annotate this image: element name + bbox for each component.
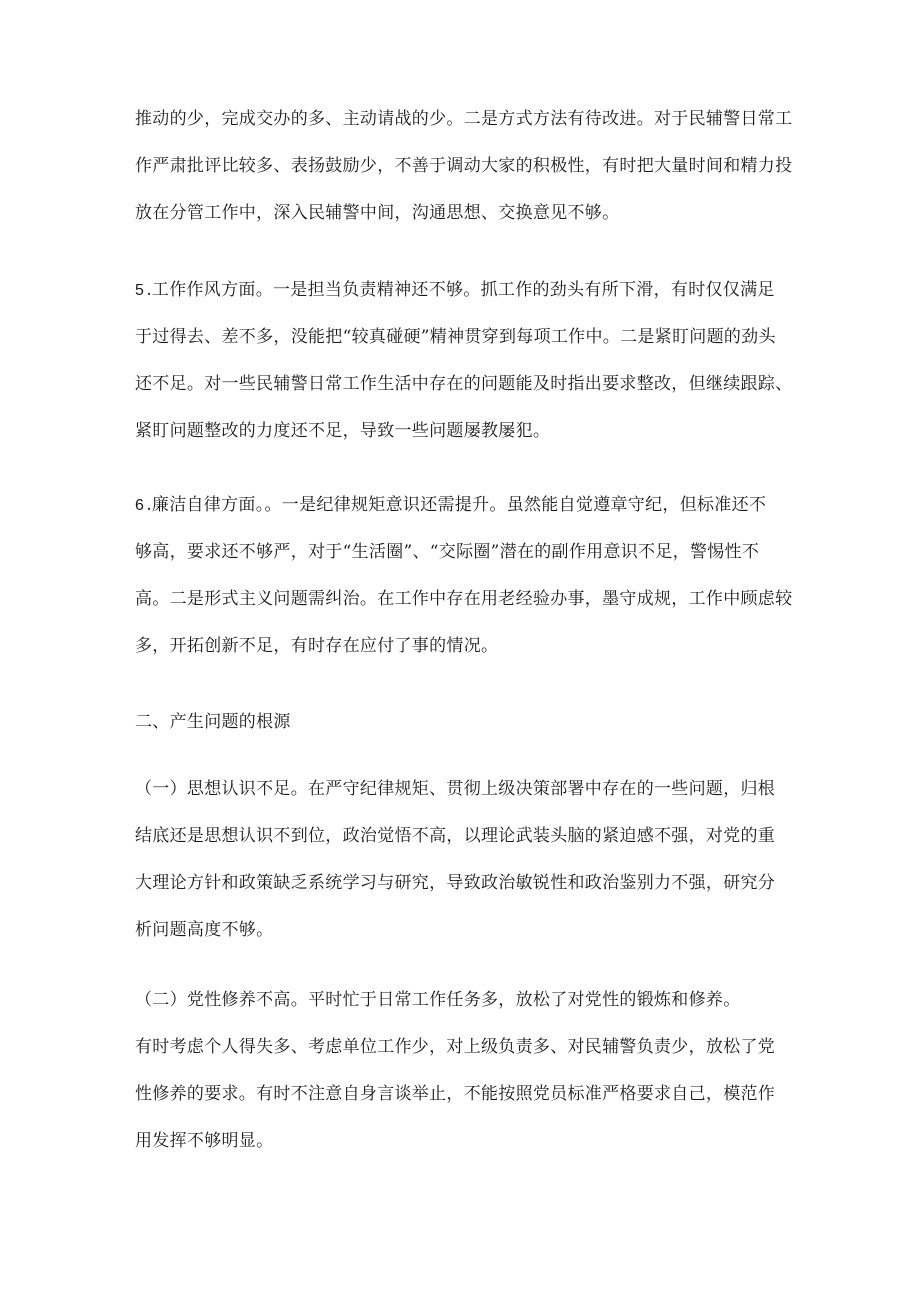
text-line [135, 267, 792, 314]
text-line: 性修养的要求。有时不注意自身言谈举止，不能按照党员标准严格要求自己，模范作 [135, 1084, 776, 1104]
item-number: 6 [135, 497, 145, 514]
text-line: 有时考虑个人得失多、考虑单位工作少，对上级负责多、对民辅警负责少，放松了党 [135, 1037, 776, 1057]
text-line: 多，开拓创新不足，有时存在应付了事的情况。 [135, 636, 499, 656]
text-line: 高。二是形式主义问题需纠治。在工作中存在用老经验办事，墨守成规，工作中顾虑较 [135, 589, 793, 609]
text-line: 结底还是思想认识不到位，政治觉悟不高，以理论武装头脑的紧迫感不强，对党的重 [135, 826, 776, 846]
text-line: 还不足。对一些民辅警日常工作生活中存在的问题能及时指出要求整改，但继续跟踪、 [135, 374, 793, 394]
text-line: 于过得去、差不多，没能把“较真碰硬”精神贯穿到每项工作中。二是紧盯问题的劲头 [135, 327, 776, 347]
paragraph-work-style [135, 267, 792, 455]
heading-text: 二、产生问题的根源 [135, 712, 291, 732]
text-line: 作严肃批评比较多、表扬鼓励少，不善于调动大家的积极性，有时把大量时间和精力投 [135, 156, 793, 176]
text-line: 大理论方针和政策缺乏系统学习与研究，导致政治敏锐性和政治鉴别力不强，研究分 [135, 873, 776, 893]
text-line: （一）思想认识不足。在严守纪律规矩、贯彻上级决策部署中存在的一些问题，归根 [135, 779, 776, 799]
text-line: 析问题高度不够。 [135, 920, 274, 940]
section-heading [135, 699, 291, 746]
paragraph-party-cultivation [135, 977, 775, 1165]
text-line: 紧盯问题整改的力度还不足，导致一些问题屡教屡犯。 [135, 421, 551, 441]
text-line-content: .工作作风方面。一是担当负责精神还不够。抓工作的劲头有所下滑，有时仅仅满足 [146, 280, 775, 300]
text-line: （二）党性修养不高。平时忙于日常工作任务多，放松了对党性的锻炼和修养。 [135, 990, 741, 1010]
text-line [135, 482, 792, 529]
text-line: 放在分管工作中，深入民辅警中间，沟通思想、交换意见不够。 [135, 203, 620, 223]
paragraph-ideological-awareness [135, 766, 775, 954]
text-line-content: .廉洁自律方面。。一是纪律规矩意识还需提升。虽然能自觉遵章守纪，但标准还不 [146, 495, 767, 515]
item-number: 5 [135, 282, 145, 299]
text-line: 够高，要求还不够严，对于“生活圈”、“交际圈”潜在的副作用意识不足，警惕性不 [135, 542, 760, 562]
paragraph-integrity [135, 482, 792, 670]
text-line: 用发挥不够明显。 [135, 1131, 274, 1151]
paragraph-method-issues [135, 96, 792, 237]
text-line: 推动的少，完成交办的多、主动请战的少。二是方式方法有待改进。对于民辅警日常工 [135, 109, 793, 129]
